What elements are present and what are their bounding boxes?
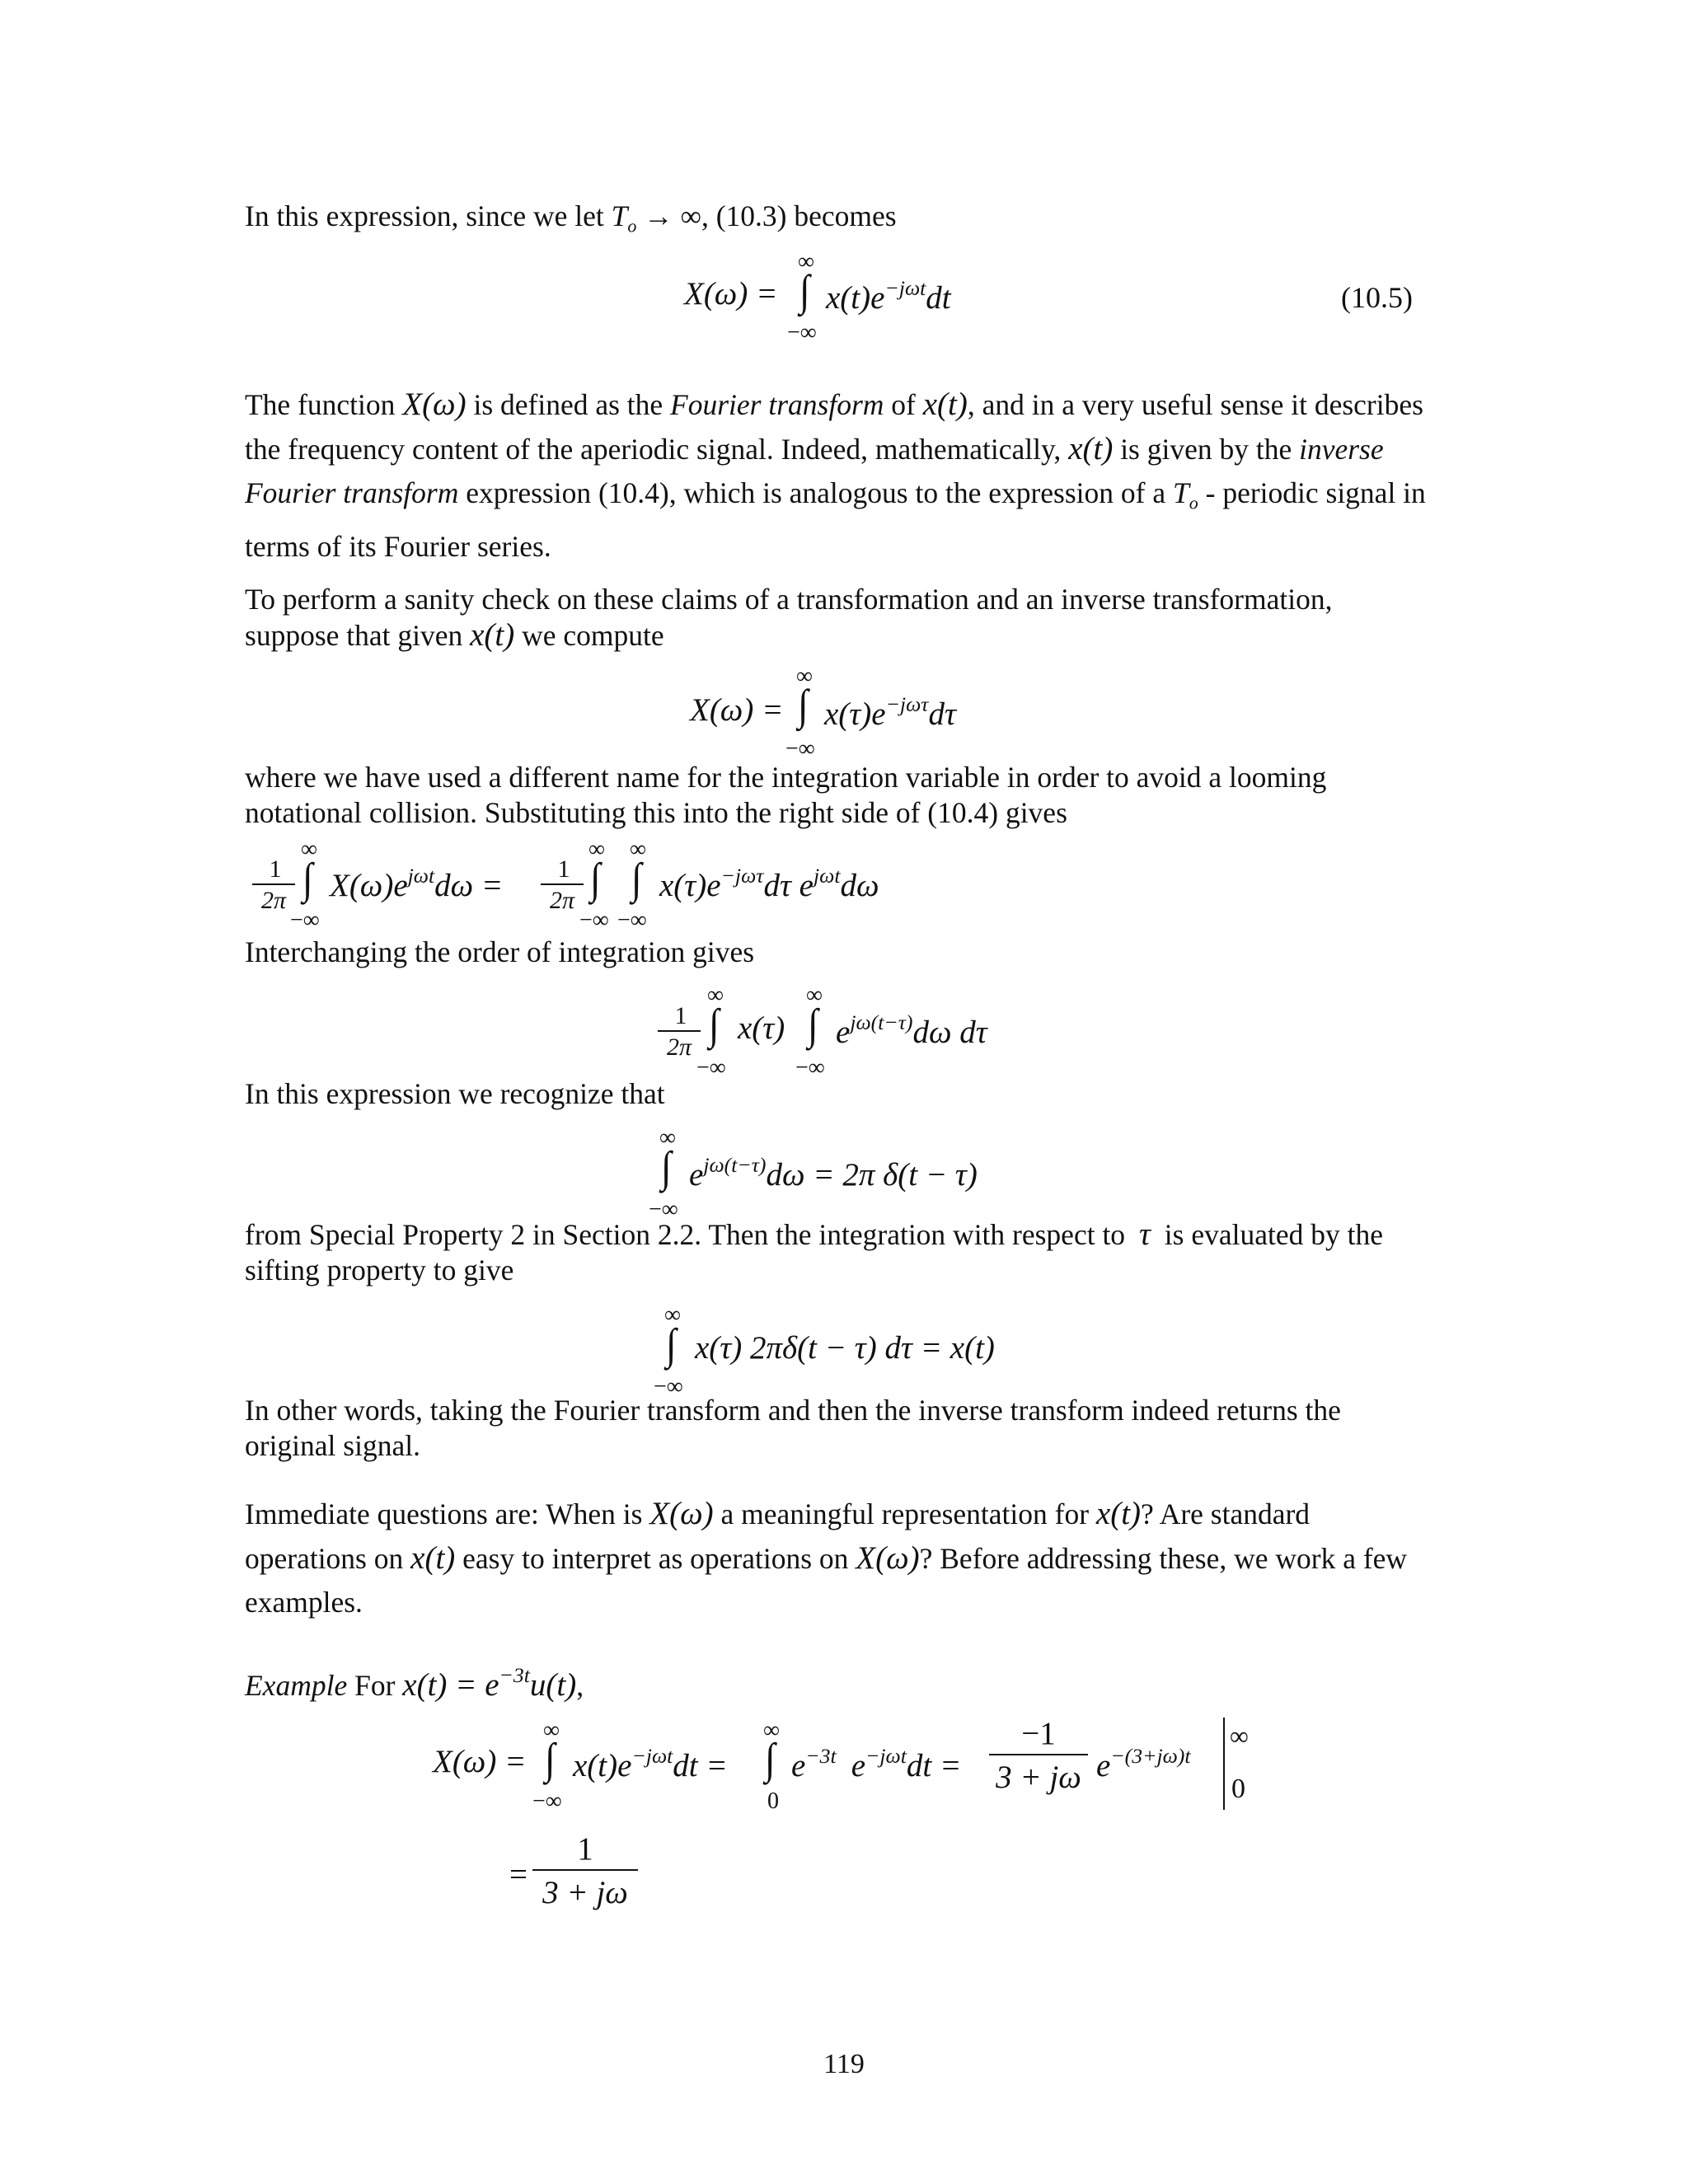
eq2-integrand: $x(\tau)e^{-j\omega\tau}d\tau$ bbox=[824, 692, 956, 732]
eq3-upper-limit3: ∞ bbox=[630, 837, 646, 862]
eq105-upper-limit: ∞ bbox=[798, 249, 814, 274]
eq4-frac-num: 1 bbox=[674, 1002, 687, 1029]
page-number: 119 bbox=[823, 2049, 865, 2079]
eq3-upper-limit1: ∞ bbox=[301, 837, 317, 862]
eq2-upper-limit: ∞ bbox=[796, 663, 813, 689]
eq5-body: $e^{j\omega(t-\tau)}d\omega = 2\pi$ δ(t − τ) bbox=[689, 1153, 978, 1193]
eq7-frac-den: 3 + jω bbox=[996, 1760, 1081, 1795]
eq4-frac-bar bbox=[658, 1030, 701, 1032]
eq2-lower-limit: −∞ bbox=[785, 736, 815, 762]
paragraph-substitution: where we have used a different name for the integration variable in order to avoid a looming notational collision. Substituting this into the right side of (10.4) gives bbox=[245, 761, 1327, 829]
eq3-frac2-num: 1 bbox=[557, 855, 570, 883]
paragraph-fourier-transform: The function X(ω) is defined as the Fourier transform of x(t), and in a very useful sense it describes the frequency content of the aperiodic signal. Indeed, mathematically, x(t) is given by the inverse Fourier transform expression (10.4), which is analogous to the expression of a $T_o$ - periodic signal in terms of its Fourier series. bbox=[245, 387, 1426, 563]
eq3-lower-limit2: −∞ bbox=[579, 907, 609, 933]
eq7-frac-num: −1 bbox=[1021, 1716, 1056, 1751]
eq4-x-tau: x(τ) bbox=[738, 1010, 785, 1046]
eq7-lower-limit1: −∞ bbox=[532, 1788, 562, 1814]
eq7-result-bar bbox=[532, 1869, 638, 1871]
eq4-integral2: ∫ bbox=[808, 1000, 818, 1048]
eq105-integral-sign: ∫ bbox=[799, 266, 810, 315]
eq3-frac2-bar bbox=[541, 883, 584, 885]
eq4-upper-limit2: ∞ bbox=[806, 982, 823, 1008]
eq7-second-equals: = bbox=[509, 1857, 528, 1892]
eq7-lower-limit2: 0 bbox=[767, 1788, 779, 1814]
eq3-lhs-body: $X(\omega)e^{j\omega t}d\omega$ = bbox=[330, 864, 504, 903]
paragraph-interchange: Interchanging the order of integration gives bbox=[245, 935, 755, 968]
paragraph-recognize: In this expression we recognize that bbox=[245, 1077, 665, 1110]
eq3-frac1-num: 1 bbox=[269, 855, 282, 883]
eq3-integral3: ∫ bbox=[631, 854, 642, 902]
eq3-rhs-body: $x(\tau)e^{-j\omega\tau}d\tau$ $e^{j\omega t}d\omega$ bbox=[659, 864, 879, 903]
eq7-frac-bar bbox=[989, 1754, 1088, 1755]
eq3-lower-limit3: −∞ bbox=[617, 907, 647, 933]
eq2-lhs: X(ω) = bbox=[690, 692, 784, 728]
example-label: Example bbox=[245, 1668, 348, 1702]
eq5-upper-limit: ∞ bbox=[659, 1125, 676, 1151]
paragraph-questions: Immediate questions are: When is X(ω) a meaningful representation for x(t)? Are standard operations on x(t) easy to interpret as operations on X(ω)? Before addressing these, we work a few examples. bbox=[245, 1496, 1408, 1619]
intro-text-after: , (10.3) becomes bbox=[701, 199, 897, 232]
equation-number: (10.5) bbox=[1341, 281, 1413, 314]
eq7-exponential: $e^{-(3+j\omega)t}$ bbox=[1096, 1744, 1191, 1783]
eq3-lower-limit1: −∞ bbox=[290, 907, 320, 933]
eq5-lower-limit: −∞ bbox=[649, 1197, 678, 1222]
eq4-lower-limit2: −∞ bbox=[795, 1055, 825, 1080]
eq4-frac-den: 2π bbox=[666, 1033, 692, 1061]
eq6-lower-limit: −∞ bbox=[654, 1374, 683, 1399]
paragraph-sifting: from Special Property 2 in Section 2.2. Then the integration with respect to τ is evaluated by the sifting property to give bbox=[245, 1216, 1383, 1286]
paragraph-other-words: In other words, taking the Fourier transform and then the inverse transform indeed returns the original signal. bbox=[245, 1394, 1341, 1462]
eq105-lower-limit: −∞ bbox=[787, 320, 817, 345]
eq4-integral1: ∫ bbox=[709, 1000, 720, 1048]
eq7-integral1: ∫ bbox=[545, 1734, 556, 1783]
eq3-frac1-den: 2π bbox=[260, 887, 287, 914]
eq3-upper-limit2: ∞ bbox=[588, 837, 605, 862]
eq3-integral2: ∫ bbox=[590, 854, 601, 902]
eq7-integrand2: $e^{-3t}$ $e^{-j\omega t}dt$ = bbox=[791, 1744, 962, 1783]
eq7-integral2: ∫ bbox=[765, 1734, 776, 1783]
period-symbol: $T_o$ bbox=[611, 199, 637, 237]
eq4-lower-limit1: −∞ bbox=[696, 1055, 726, 1080]
eq6-body: x(τ) 2πδ(t − τ) dτ = x(t) bbox=[695, 1330, 995, 1366]
example-line: Example For $x(t) = e^{-3t}u(t)$, bbox=[245, 1663, 584, 1703]
eq7-integrand1: $x(t)e^{-j\omega t}dt$ = bbox=[573, 1744, 728, 1783]
eq105-integrand: $x(t)e^{-j\omega t}dt$ bbox=[826, 276, 951, 316]
eq3-frac1-bar bbox=[252, 883, 295, 885]
eq7-lhs: X(ω) = bbox=[433, 1744, 527, 1779]
eq7-eval-lower: 0 bbox=[1231, 1774, 1245, 1804]
eq105-lhs: X(ω) = bbox=[684, 276, 778, 312]
eq3-frac2-den: 2π bbox=[549, 887, 575, 914]
paragraph-sanity-check: To perform a sanity check on these claims of a transformation and an inverse transformation, suppose that given x(t) we compute bbox=[245, 583, 1333, 653]
eq4-upper-limit1: ∞ bbox=[707, 982, 724, 1008]
eq3-integral1: ∫ bbox=[302, 854, 313, 902]
arrow-infinity: → ∞ bbox=[636, 199, 701, 232]
intro-text-before: In this expression, since we let bbox=[245, 199, 612, 232]
eq7-eval-upper: ∞ bbox=[1230, 1721, 1249, 1750]
eq7-evaluation-bar bbox=[1223, 1718, 1225, 1810]
eq6-integral: ∫ bbox=[666, 1319, 677, 1368]
eq7-upper-limit2: ∞ bbox=[763, 1718, 780, 1743]
eq7-result-den: 3 + jω bbox=[542, 1875, 628, 1910]
eq6-upper-limit: ∞ bbox=[664, 1302, 681, 1328]
eq7-result-num: 1 bbox=[577, 1831, 593, 1867]
eq5-integral: ∫ bbox=[661, 1142, 672, 1191]
eq4-exponential: $e^{j\omega(t-\tau)}d\omega$ dτ bbox=[836, 1010, 987, 1050]
eq2-integral-sign: ∫ bbox=[798, 681, 809, 729]
intro-line bbox=[245, 199, 897, 237]
eq7-upper-limit1: ∞ bbox=[543, 1718, 560, 1743]
